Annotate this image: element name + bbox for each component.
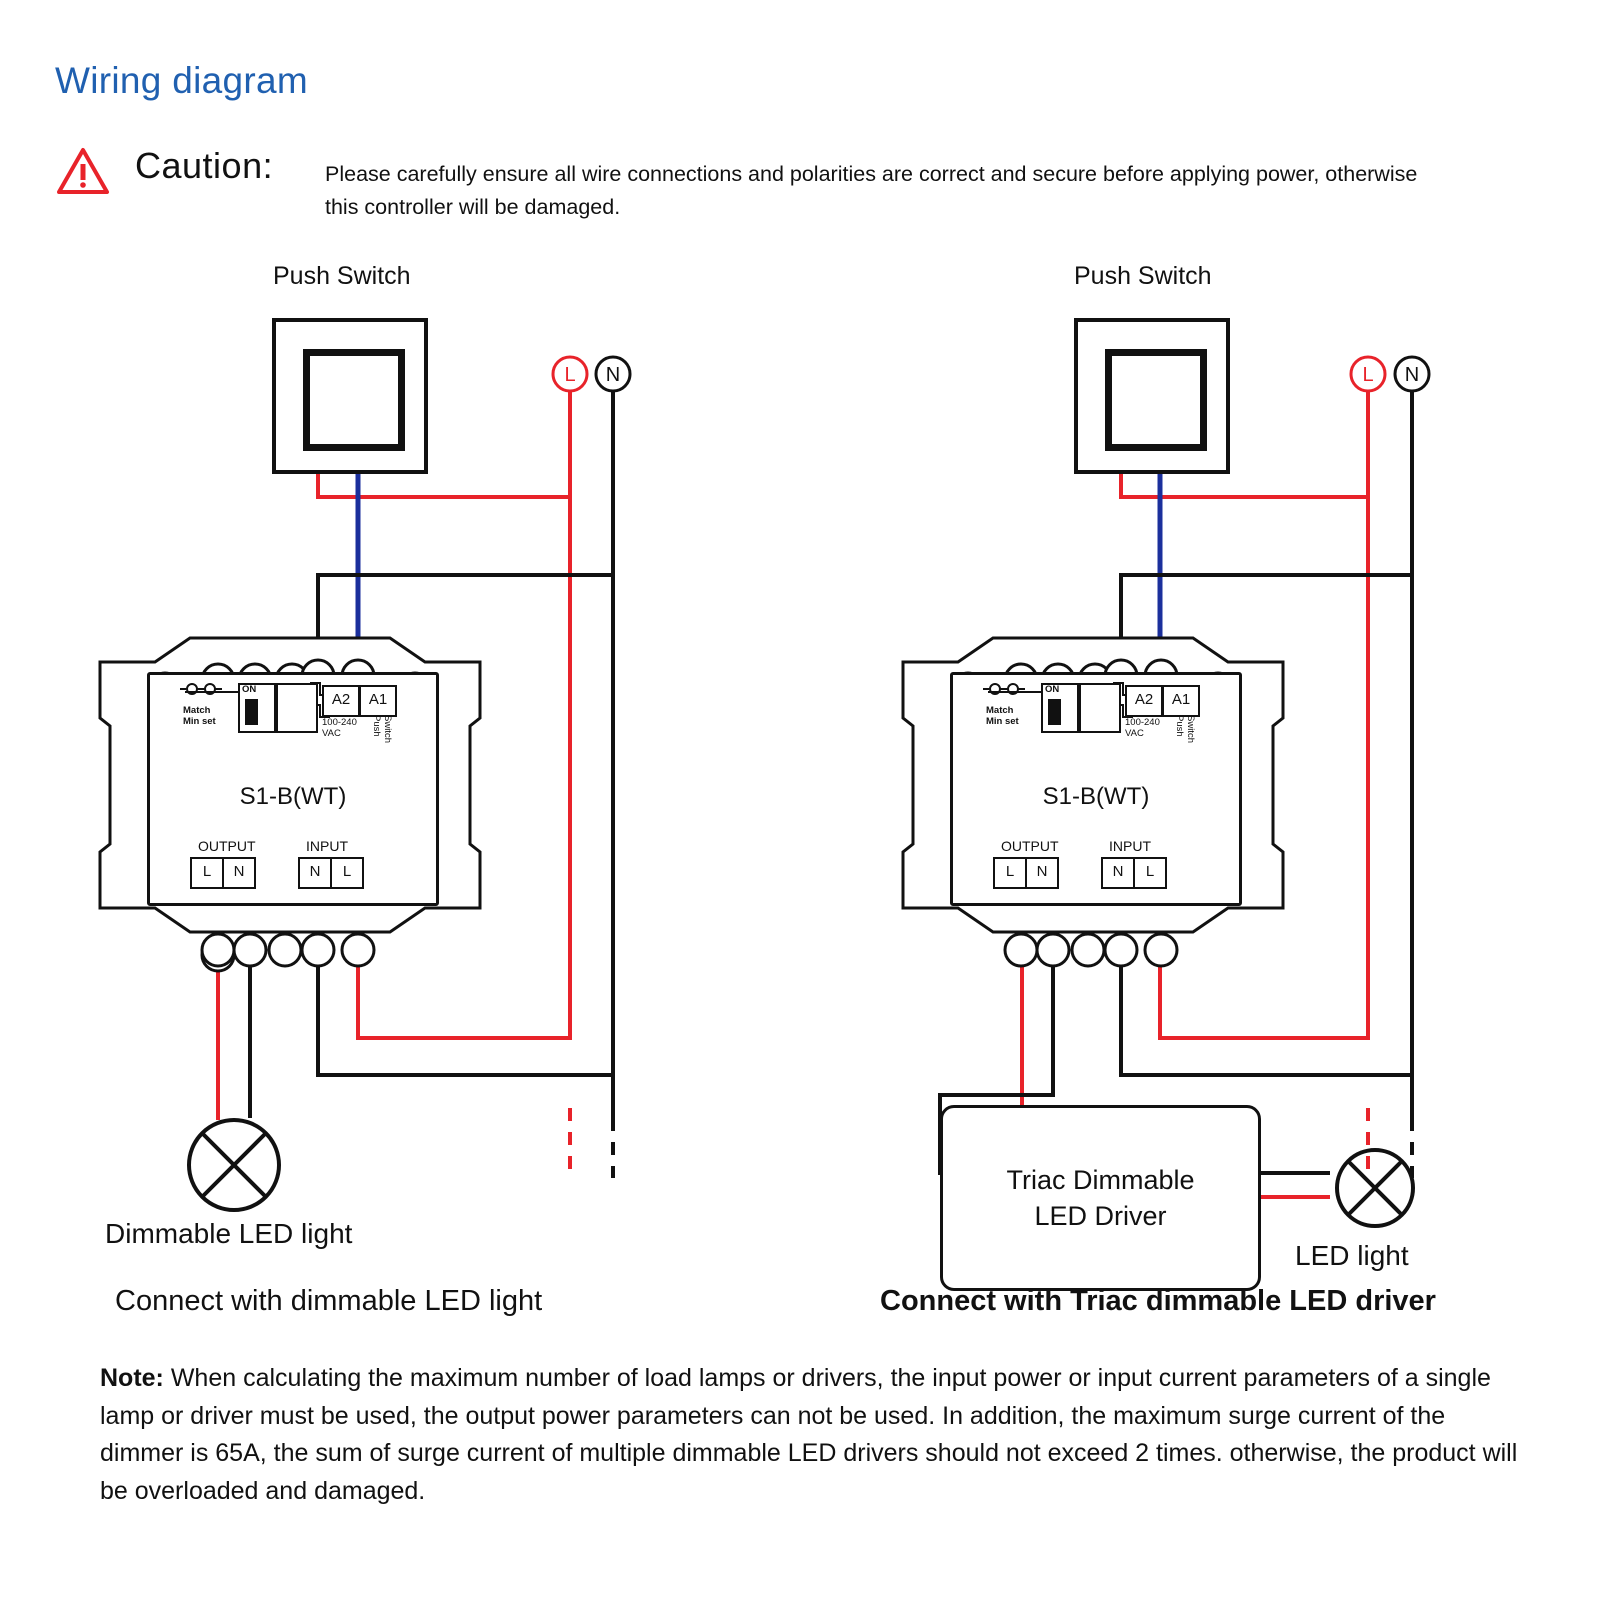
- push-switch-label-left: Push Switch: [273, 262, 411, 290]
- svg-text:L: L: [564, 364, 576, 386]
- caption-right: Connect with Triac dimmable LED driver: [880, 1285, 1436, 1317]
- output-label-left: OUTPUT: [198, 838, 256, 854]
- page-title: Wiring diagram: [55, 60, 308, 101]
- device-bottom-terminals-right: [898, 925, 1288, 985]
- input-terminal-n-right: N: [1101, 857, 1135, 889]
- push-switch-label-right: Push Switch: [1074, 262, 1212, 290]
- device-bottom-terminals-left: [95, 925, 485, 985]
- triac-dimmable-led-driver: [940, 1105, 1261, 1291]
- dimmer-device-right: [898, 630, 1288, 940]
- push-switch-button-right[interactable]: [1105, 349, 1207, 451]
- device-face-right: Match Min set ON A2 A1 100-240 VAC Push Switch S1-B(WT) OUTPUT L N INPUT N L: [950, 672, 1242, 906]
- svg-text:L: L: [1362, 364, 1374, 386]
- note-block: [100, 1360, 1520, 1510]
- terminal-a2-right: A2: [1125, 685, 1163, 717]
- output-terminal-n-right: N: [1025, 857, 1059, 889]
- driver-line-2: LED Driver: [1034, 1201, 1167, 1231]
- output-terminal-n-left: N: [222, 857, 256, 889]
- note-text: When calculating the maximum number of load lamps or drivers, the input power or input current parameters of a single lamp or driver must be used, the output power parameters can not be used. In addition, the maximum surge current of the dimmer is 65A, the sum of surge current of multiple dimmable LED drivers should not exceed 2 times. otherwise, the product will be overloaded and damaged.: [100, 1364, 1518, 1505]
- push-switch-left[interactable]: [272, 318, 428, 474]
- output-terminal-l-right: L: [993, 857, 1027, 889]
- device-model-right: S1-B(WT): [1042, 783, 1150, 810]
- push-switch-right[interactable]: [1074, 318, 1230, 474]
- caption-left: Connect with dimmable LED light: [115, 1285, 543, 1317]
- caution-label: Caution:: [135, 145, 274, 186]
- dimmer-device-left: [95, 630, 485, 940]
- svg-text:N: N: [605, 364, 621, 386]
- terminal-a2-left: A2: [322, 685, 360, 717]
- input-terminal-l-right: L: [1133, 857, 1167, 889]
- input-terminal-n-left: N: [298, 857, 332, 889]
- output-label-right: OUTPUT: [1001, 838, 1059, 854]
- input-label-right: INPUT: [1109, 838, 1151, 854]
- caution-text: Please carefully ensure all wire connections and polarities are correct and secure before applying power, otherwise this controller will be damaged.: [325, 162, 1418, 220]
- device-face-left: Match Min set ON A2 A1 100-240 VAC Push Switch S1-B(WT) OUTPUT L N INPUT N L: [147, 672, 439, 906]
- push-switch-button-left[interactable]: [303, 349, 405, 451]
- input-terminal-l-left: L: [330, 857, 364, 889]
- note-label: Note:: [100, 1364, 164, 1392]
- output-terminal-l-left: L: [190, 857, 224, 889]
- device-model-left: S1-B(WT): [239, 783, 347, 810]
- load-label-right: LED light: [1295, 1240, 1409, 1271]
- load-label-left: Dimmable LED light: [105, 1218, 353, 1249]
- terminal-a1-left: A1: [359, 685, 397, 717]
- input-label-left: INPUT: [306, 838, 348, 854]
- driver-line-1: Triac Dimmable: [1006, 1164, 1195, 1195]
- terminal-a1-right: A1: [1162, 685, 1200, 717]
- svg-text:N: N: [1404, 364, 1420, 386]
